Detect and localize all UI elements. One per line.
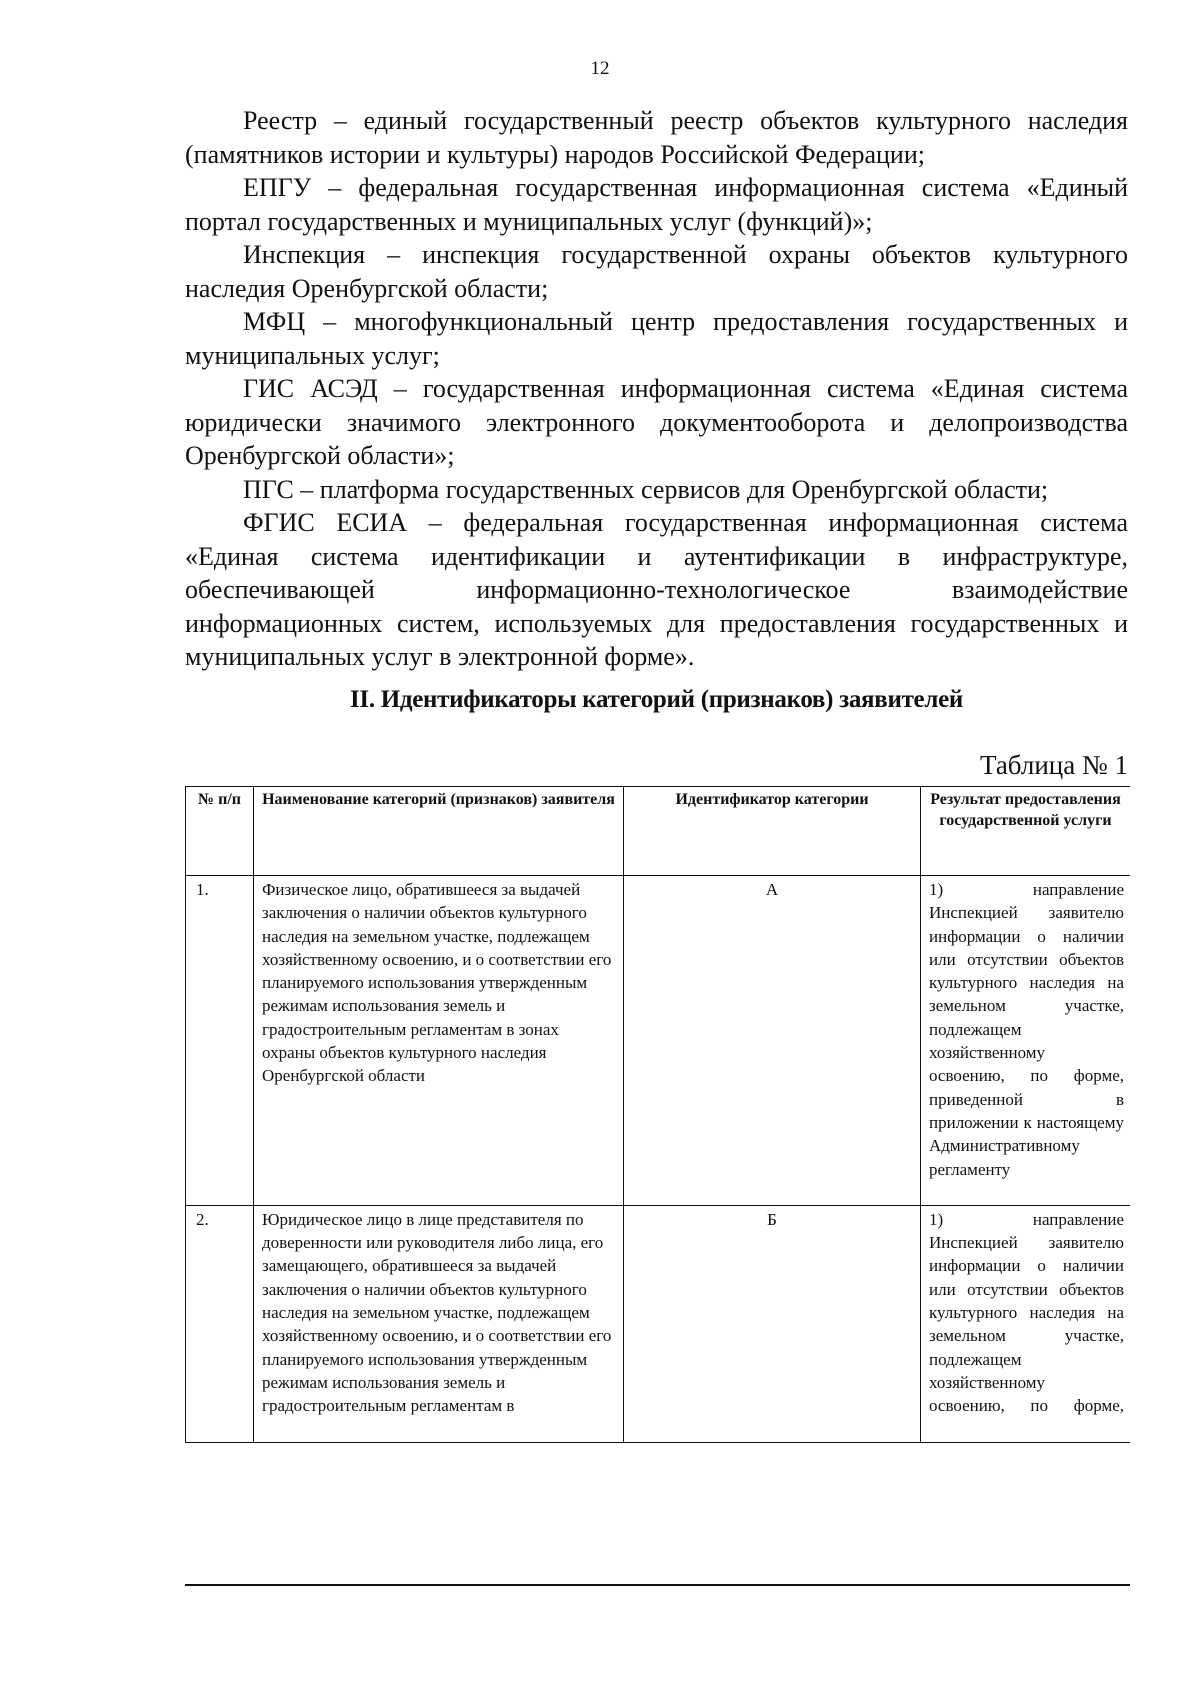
- row-ident: Б: [624, 1205, 921, 1442]
- row-result: 1) направление Инспекцией заявителю информации о наличии или отсутствии объектов культурного наследия на земельном участке, подлежащем хозяйственному освоению, по форме,: [921, 1205, 1131, 1442]
- row-name: Юридическое лицо в лице представителя по доверенности или руководителя либо лица, его замещающего, обратившееся за выдачей заключения о наличии объектов культурного наследия на земельном участке, подлежащем хозяйственному освоению, и о соответствии его планируемого использования утвержденным режимам использования земель и градостроительным регламентам в: [254, 1205, 624, 1442]
- applicant-categories-table: [185, 786, 1130, 1443]
- table-caption: Таблица № 1: [980, 750, 1128, 780]
- definition-mfc: МФЦ – многофункциональный центр предоставления государственных и муниципальных услуг;: [185, 307, 1128, 370]
- header-result: Результат предоставления государственной услуги: [921, 787, 1131, 876]
- row-num: 2.: [186, 1205, 254, 1442]
- row-num: 1.: [186, 876, 254, 1206]
- page-number: 12: [590, 58, 610, 79]
- definition-gis-ased: ГИС АСЭД – государственная информационная система «Единая система юридически значимого электронного документооборота и делопроизводства Оренбургской области»;: [185, 374, 1128, 470]
- definition-epgu: ЕПГУ – федеральная государственная информационная система «Единый портал государственных и муниципальных услуг (функций)»;: [185, 173, 1128, 236]
- header-name: Наименование категорий (признаков) заявителя: [254, 787, 624, 876]
- definition-reestr: Реестр – единый государственный реестр объектов культурного наследия (памятников истории и культуры) народов Российской Федерации;: [185, 106, 1128, 169]
- header-num: № п/п: [186, 787, 254, 876]
- header-ident: Идентификатор категории: [624, 787, 921, 876]
- applicant-categories-table-wrap: [185, 786, 1130, 1586]
- definition-inspektsiya: Инспекция – инспекция государственной охраны объектов культурного наследия Оренбургской области;: [185, 240, 1128, 303]
- definition-fgis-esia: ФГИС ЕСИА – федеральная государственная информационная система «Единая система идентификации и аутентификации в инфраструктуре, обеспечивающей информационно-технологическое взаимодействие информационных систем, используемых для предоставления государственных и муниципальных услуг в электронной форме».: [185, 508, 1128, 671]
- row-name: Физическое лицо, обратившееся за выдачей заключения о наличии объектов культурного наследия на земельном участке, подлежащем хозяйственному освоению, и о соответствии его планируемого использования утвержденным режимам использования земель и градостроительным регламентам в зонах охраны объектов культурного наследия Оренбургской области: [254, 876, 624, 1206]
- row-ident: А: [624, 876, 921, 1206]
- table-row: [186, 1205, 1131, 1442]
- table-row: [186, 876, 1131, 1206]
- definitions-list: [185, 104, 1128, 674]
- definition-pgs: ПГС – платформа государственных сервисов для Оренбургской области;: [243, 474, 1049, 504]
- row-result: 1) направление Инспекцией заявителю информации о наличии или отсутствии объектов культурного наследия на земельном участке, подлежащем хозяйственному освоению, по форме, приведенной в приложении к настоящему Административному регламенту: [921, 876, 1131, 1206]
- section-title: II. Идентификаторы категорий (признаков) заявителей: [350, 686, 963, 713]
- table-header-row: [186, 787, 1131, 876]
